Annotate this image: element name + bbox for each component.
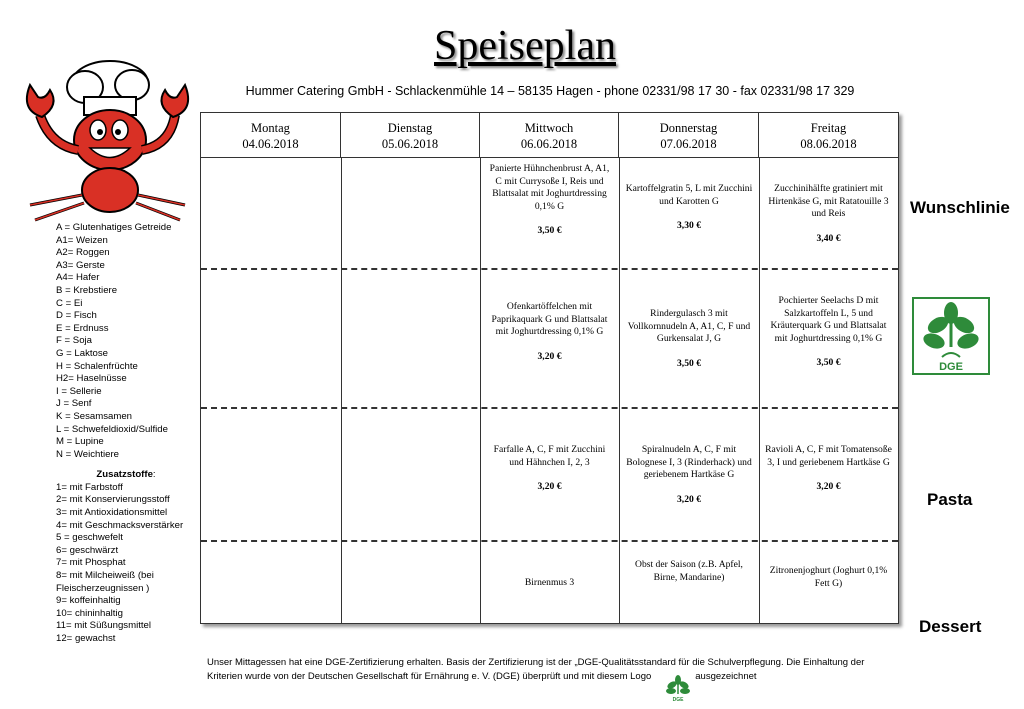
allergen-legend-item: I = Sellerie	[56, 385, 102, 397]
menu-item-pasta-wed: Farfalle A, C, F mit Zucchini und Hähnchen I, 2, 3 3,20 €	[493, 444, 606, 492]
row-label-wunschlinie: Wunschlinie	[910, 198, 1010, 217]
menu-item-pasta-thu: Spiralnudeln A, C, F mit Bolognese I, 3 (Rinderhack) und geriebenem Hartkäse G 3,20 €	[626, 444, 752, 505]
row-divider	[201, 407, 898, 409]
menu-item-dessert-fri: Zitronenjoghurt (Joghurt 0,1% Fett G)	[769, 565, 888, 589]
additive-legend-item: 4= mit Geschmacksverstärker	[56, 519, 184, 531]
svg-text:DGE: DGE	[672, 697, 684, 702]
allergen-legend-item: E = Erdnuss	[56, 322, 109, 334]
day-header-tuesday: Dienstag 05.06.2018	[341, 113, 480, 158]
lobster-chef-icon	[10, 55, 195, 225]
allergen-legend-item: H = Schalenfrüchte	[56, 360, 138, 372]
additive-legend-item: 9= koffeinhaltig	[56, 595, 121, 607]
day-header-thursday: Donnerstag 07.06.2018	[619, 113, 759, 158]
menu-item-pasta-fri: Ravioli A, C, F mit Tomatensoße 3, I und geriebenem Hartkäse G 3,20 €	[765, 444, 892, 492]
additive-legend-item: 1= mit Farbstoff	[56, 481, 123, 493]
allergen-legend-item: A3= Gerste	[56, 259, 105, 271]
additives-heading: Zusatzstoffe:	[96, 469, 156, 481]
dge-logo-small-icon	[663, 674, 693, 702]
allergen-legend-item: A2= Roggen	[56, 247, 110, 259]
allergen-legend-item: K = Sesamsamen	[56, 410, 132, 422]
certification-note: Unser Mittagessen hat eine DGE-Zertifizierung erhalten. Basis der Zertifizierung ist der „DGE-Qualitätsstandard für die Schulverpflegung. Die Einhaltung der Kriterien wurde von der Deutschen Gesellschaft für Ernährung e. V. (DGE) überprüft und mit diesem Logo ausgezeichnet	[207, 657, 865, 682]
allergen-legend-item: L = Schwefeldioxid/Sulfide	[56, 423, 168, 435]
menu-table	[200, 112, 899, 624]
allergen-legend-item: A = Glutenhatiges Getreide	[56, 222, 172, 233]
dge-logo-icon	[912, 297, 990, 375]
row-label-dessert: Dessert	[919, 617, 982, 636]
allergen-legend-item: C = Ei	[56, 297, 83, 309]
day-header-friday: Freitag 08.06.2018	[759, 113, 898, 158]
menu-item-dessert-wed: Birnenmus 3	[524, 577, 575, 588]
additive-legend-item: 10= chininhaltig	[56, 607, 123, 619]
menu-item-dge-fri: Pochierter Seelachs D mit Salzkartoffeln L, 5 und Kräuterquark G und Blattsalat mit Joghurtdressing 0,1% G 3,50 €	[770, 295, 887, 368]
column-divider	[341, 158, 342, 623]
additive-legend-item: 12= gewachst	[56, 633, 116, 644]
allergen-legend-item: A1= Weizen	[56, 234, 108, 246]
additive-legend-item: 8= mit Milcheiweiß (bei Fleischerzeugnissen )	[56, 570, 154, 594]
additive-legend-item: 3= mit Antioxidationsmittel	[56, 507, 168, 519]
allergen-legend-item: N = Weichtiere	[56, 448, 120, 460]
svg-text:DGE: DGE	[939, 361, 963, 373]
additive-legend-item: 11= mit Süßungsmittel	[56, 620, 152, 632]
allergen-legend-item: D = Fisch	[56, 310, 97, 322]
page-title: Speiseplan	[434, 23, 616, 69]
allergen-legend-item: F = Soja	[56, 335, 92, 347]
company-info: Hummer Catering GmbH - Schlackenmühle 14 – 58135 Hagen - phone 02331/98 17 30 - fax 02331/98 17 329	[245, 84, 855, 98]
allergen-legend-item: H2= Haselnüsse	[56, 373, 127, 385]
allergen-legend-item: G = Laktose	[56, 347, 108, 359]
row-divider	[201, 268, 898, 270]
additive-legend-item: 6= geschwärzt	[56, 544, 119, 556]
day-header-wednesday: Mittwoch 06.06.2018	[480, 113, 619, 158]
allergen-legend	[56, 222, 196, 646]
allergen-legend-item: B = Krebstiere	[56, 284, 118, 296]
allergen-legend-item: M = Lupine	[56, 436, 104, 448]
menu-item-wunschlinie-wed: Panierte Hühnchenbrust A, A1, C mit Currysoße I, Reis und Blattsalat mit Joghurtdressing 0,1% G 3,50 €	[489, 163, 610, 236]
row-label-pasta: Pasta	[927, 490, 973, 509]
menu-item-dge-wed: Ofenkartöffelchen mit Paprikaquark G und Blattsalat mit Joghurtdressing 0,1% G 3,20 €	[491, 301, 608, 362]
day-header-monday: Montag 04.06.2018	[201, 113, 341, 158]
allergen-legend-item: J = Senf	[56, 398, 92, 410]
additive-legend-item: 5 = geschwefelt	[56, 532, 123, 544]
menu-item-wunschlinie-thu: Kartoffelgratin 5, L mit Zucchini und Karotten G 3,30 €	[625, 183, 753, 231]
additive-legend-item: 7= mit Phosphat	[56, 557, 126, 569]
menu-item-dessert-thu: Obst der Saison (z.B. Apfel, Birne, Mandarine)	[635, 559, 743, 583]
menu-item-wunschlinie-fri: Zucchinihälfte gratiniert mit Hirtenkäse G, mit Ratatouille 3 und Reis 3,40 €	[768, 183, 889, 244]
menu-item-dge-thu: Rindergulasch 3 mit Vollkornnudeln A, A1, C, F und Gurkensalat J, G 3,50 €	[627, 308, 751, 369]
row-divider	[201, 540, 898, 542]
allergen-legend-item: A4= Hafer	[56, 272, 100, 284]
additive-legend-item: 2= mit Konservierungsstoff	[56, 494, 170, 506]
